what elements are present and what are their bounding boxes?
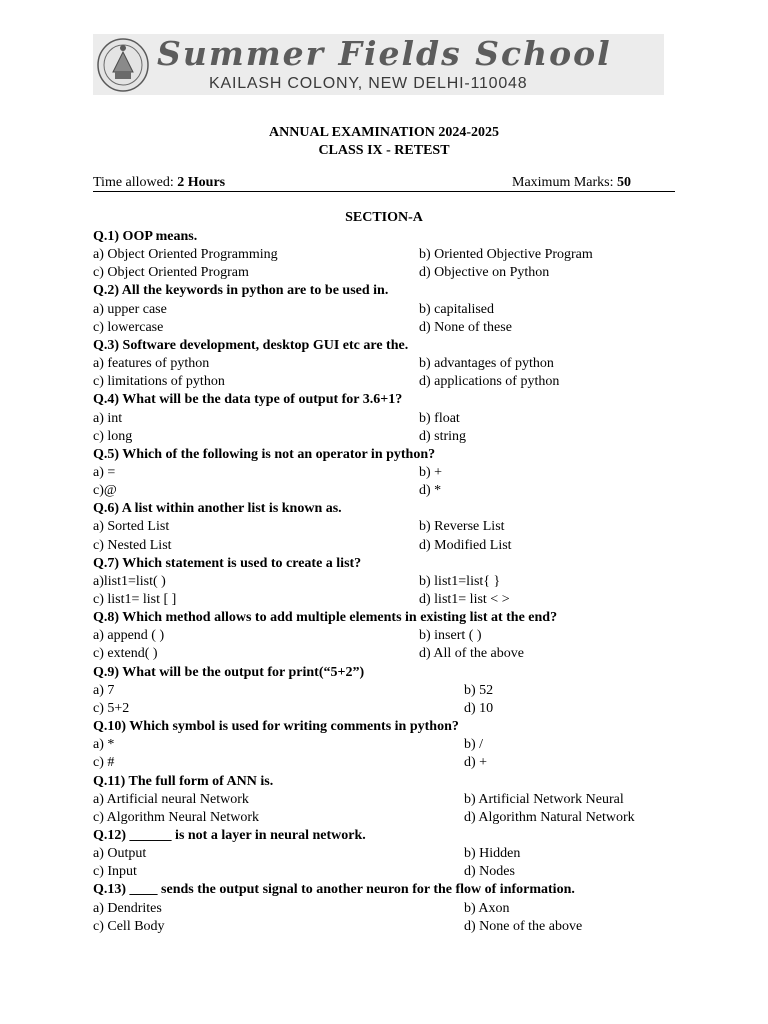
question-text: Q.2) All the keywords in python are to be used in. [93, 283, 389, 299]
option-row [93, 301, 683, 319]
option-a: a) Sorted List [93, 519, 170, 535]
question-text: Q.1) OOP means. [93, 229, 198, 244]
option-row [93, 573, 683, 591]
option-d: d) Objective on Python [419, 265, 550, 281]
option-row [93, 537, 683, 555]
header-divider [93, 191, 675, 192]
question-text: Q.13) ____ sends the output signal to another neuron for the flow of information. [93, 882, 575, 898]
option-a: a) Dendrites [93, 900, 162, 916]
option-c: c) Algorithm Neural Network [93, 809, 260, 825]
option-row [93, 518, 683, 536]
option-a: a) 7 [93, 682, 115, 698]
school-name: Summer Fields School [157, 34, 612, 73]
option-a: a) = [93, 464, 116, 480]
time-label: Time allowed: [93, 175, 178, 190]
marks-label: Maximum Marks: [512, 175, 617, 190]
option-d: d) + [464, 755, 488, 771]
option-b: b) Oriented Objective Program [419, 247, 593, 263]
option-c: c) long [93, 428, 133, 444]
question-text: Q.9) What will be the output for print(“5+2”) [93, 664, 365, 680]
time-value: 2 Hours [177, 175, 226, 190]
option-a: a) Output [93, 846, 147, 862]
option-a: a) features of python [93, 356, 210, 372]
option-d: d) All of the above [419, 646, 524, 662]
option-b: b) Artificial Network Neural [464, 791, 624, 807]
option-b: b) float [419, 410, 460, 426]
option-row [93, 845, 683, 863]
option-c: c) Input [93, 864, 137, 880]
option-d: d) None of these [419, 319, 512, 335]
option-c: c) 5+2 [93, 700, 130, 716]
class-title: CLASS IX - RETEST [318, 143, 450, 158]
option-row [93, 482, 683, 500]
option-row [93, 464, 683, 482]
option-row [93, 591, 683, 609]
option-c: c) Object Oriented Program [93, 265, 249, 281]
exam-meta [93, 174, 675, 192]
option-c: c) extend( ) [93, 646, 158, 662]
option-c: c) # [93, 755, 115, 771]
marks-value: 50 [617, 175, 631, 190]
option-row [93, 863, 683, 881]
option-b: b) capitalised [419, 301, 495, 317]
option-row [93, 754, 683, 772]
option-c: c) lowercase [93, 319, 164, 335]
option-row [93, 428, 683, 446]
question-text: Q.3) Software development, desktop GUI etc are the. [93, 337, 409, 353]
option-row [93, 918, 683, 936]
exam-title: ANNUAL EXAMINATION 2024-2025 [269, 125, 499, 140]
option-a: a) upper case [93, 301, 167, 317]
time-allowed [93, 174, 225, 192]
school-letterhead [93, 34, 664, 95]
option-b: b) + [419, 464, 443, 480]
question-text: Q.10) Which symbol is used for writing comments in python? [93, 719, 459, 735]
option-a: a) append ( ) [93, 628, 165, 644]
maximum-marks [512, 174, 631, 192]
option-c: c) list1= list [ ] [93, 592, 177, 607]
question-text: Q.4) What will be the data type of output for 3.6+1? [93, 392, 403, 408]
option-row [93, 682, 683, 700]
question-text: Q.12) ______ is not a layer in neural network. [93, 827, 366, 843]
question-text: Q.8) Which method allows to add multiple elements in existing list at the end? [93, 610, 558, 626]
option-row [93, 355, 683, 373]
option-row [93, 809, 683, 827]
option-b: b) Reverse List [419, 519, 505, 535]
question-text: Q.11) The full form of ANN is. [93, 773, 274, 789]
option-d: d) list1= list < > [419, 592, 510, 607]
option-row [93, 645, 683, 663]
option-d: d) string [419, 428, 467, 444]
option-row [93, 700, 683, 718]
option-b: b) list1=list{ } [419, 573, 501, 589]
option-b: b) Axon [464, 900, 510, 916]
option-d: d) Modified List [419, 537, 512, 553]
option-d: d) None of the above [464, 918, 583, 934]
option-c: c) Nested List [93, 537, 172, 553]
option-d: d) * [419, 483, 442, 499]
option-b: b) / [464, 737, 484, 753]
option-d: d) 10 [464, 700, 494, 716]
option-b: b) 52 [464, 682, 494, 698]
option-row [93, 373, 683, 391]
option-a: a) int [93, 410, 123, 426]
question-text: Q.6) A list within another list is known as. [93, 501, 342, 517]
option-row [93, 246, 683, 264]
option-row [93, 627, 683, 645]
option-row [93, 791, 683, 809]
option-d: d) applications of python [419, 374, 560, 390]
question-text: Q.5) Which of the following is not an operator in python? [93, 446, 436, 462]
option-b: b) Hidden [464, 846, 521, 862]
option-c: c) Cell Body [93, 918, 165, 934]
option-c: c)@ [93, 483, 117, 499]
section-heading: SECTION-A [345, 210, 423, 225]
option-a: a) Object Oriented Programming [93, 247, 278, 263]
option-a: a) Artificial neural Network [93, 791, 249, 807]
option-d: d) Algorithm Natural Network [464, 809, 635, 825]
question-text: Q.7) Which statement is used to create a list? [93, 555, 362, 571]
school-address: KAILASH COLONY, NEW DELHI-110048 [209, 75, 528, 92]
school-crest-icon [95, 36, 151, 93]
option-row [93, 264, 683, 282]
option-row [93, 410, 683, 428]
option-row [93, 319, 683, 337]
option-row [93, 736, 683, 754]
option-b: b) advantages of python [419, 356, 554, 372]
option-a: a) * [93, 737, 115, 753]
option-d: d) Nodes [464, 864, 515, 880]
option-c: c) limitations of python [93, 374, 225, 390]
option-row [93, 900, 683, 918]
option-a: a)list1=list( ) [93, 573, 166, 589]
option-b: b) insert ( ) [419, 628, 482, 644]
